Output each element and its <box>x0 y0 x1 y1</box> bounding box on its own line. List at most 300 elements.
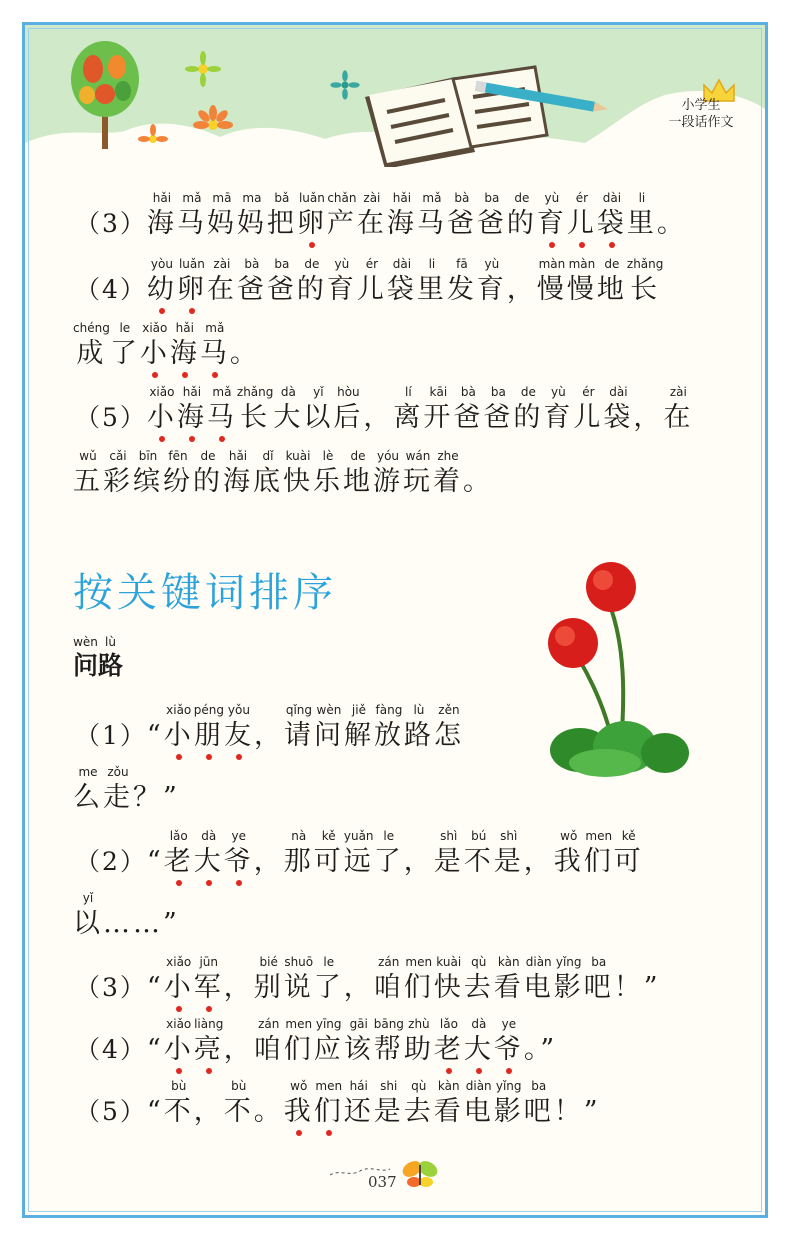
text-char: 以yǐ <box>73 891 103 939</box>
keyword-char: 我wǒ <box>283 1079 314 1127</box>
text-char: 爸ba <box>483 385 514 433</box>
text-char: 解jiě <box>343 703 374 751</box>
pinyin: jiě <box>343 703 374 717</box>
pinyin: ba <box>476 191 507 205</box>
text-char: 不bù <box>163 1079 194 1127</box>
pinyin: hǎi <box>223 449 253 463</box>
pinyin: men <box>583 829 614 843</box>
text-char: ， <box>507 274 537 305</box>
series-line-1: 小学生 <box>681 98 721 113</box>
pinyin <box>614 955 661 972</box>
text-char: 路lù <box>403 703 434 751</box>
pinyin: lí <box>393 385 424 399</box>
text-char: “ <box>147 972 164 1003</box>
keyword-char: 马mǎ <box>199 321 230 369</box>
text-char: 玩wán <box>403 449 433 497</box>
pinyin: kuài <box>433 955 464 969</box>
pinyin: yù <box>326 257 357 271</box>
pinyin <box>224 1017 254 1034</box>
text-char: 应yīng <box>313 1017 344 1065</box>
text-char: ……” <box>103 908 180 939</box>
text-char: 在zài <box>206 257 237 305</box>
text-char: 电diàn <box>523 955 554 1003</box>
text-char: 影yǐng <box>493 1079 524 1127</box>
keyword-char: 军jūn <box>193 955 224 1003</box>
text-char: 么me <box>73 765 103 813</box>
pinyin: mǎ <box>416 191 447 205</box>
page-footer <box>330 1153 450 1199</box>
pinyin: hǎi <box>386 191 417 205</box>
pinyin: yù <box>543 385 574 399</box>
text-char: “ <box>147 1096 164 1127</box>
keyword-char: 朋péng <box>193 703 224 751</box>
pinyin <box>147 1079 164 1096</box>
pinyin: kàn <box>493 955 524 969</box>
pinyin: zài <box>206 257 237 271</box>
item-number: （5） <box>75 1097 147 1126</box>
text-char: 长zhǎng <box>626 257 664 305</box>
pinyin <box>133 765 180 782</box>
pinyin: ba <box>583 955 614 969</box>
pinyin: bǎ <box>266 191 297 205</box>
pinyin: zán <box>253 1017 284 1031</box>
text-char: 是shì <box>493 829 524 877</box>
text-char: 可kě <box>613 829 644 877</box>
text-char: 爸ba <box>476 191 507 239</box>
pinyin: bà <box>453 385 484 399</box>
text-char: 爸ba <box>266 257 297 305</box>
text-char: 可kě <box>313 829 344 877</box>
pinyin: fā <box>446 257 477 271</box>
page-number: 037 <box>368 1173 397 1191</box>
pinyin: lù <box>98 635 124 649</box>
text-char: ？” <box>133 782 180 813</box>
pinyin: le <box>109 321 140 335</box>
keyword-char: 们men <box>313 1079 344 1127</box>
pinyin: shì <box>433 829 464 843</box>
part2-line <box>73 891 180 940</box>
pinyin: ma <box>236 191 267 205</box>
pinyin: xiǎo <box>163 955 194 969</box>
keyword-char: 卵luǎn <box>176 257 207 305</box>
text-char: 走zǒu <box>103 765 133 813</box>
text-char: 。 <box>657 208 687 239</box>
pinyin <box>147 955 164 972</box>
pinyin: yù <box>476 257 507 271</box>
pinyin <box>147 703 164 720</box>
text-char: 了le <box>109 321 140 369</box>
keyword-char: 海hǎi <box>169 321 200 369</box>
pinyin: yīng <box>313 1017 344 1031</box>
item-number: （3） <box>75 973 147 1002</box>
pinyin: hòu <box>333 385 364 399</box>
pinyin: zhǎng <box>236 385 274 399</box>
pinyin: hǎi <box>169 321 200 335</box>
pinyin: lǎo <box>163 829 194 843</box>
text-char: 地de <box>343 449 373 497</box>
text-char: 去qù <box>463 955 494 1003</box>
pinyin: ér <box>356 257 387 271</box>
text-char: 吧ba <box>523 1079 554 1127</box>
pinyin <box>524 1017 557 1034</box>
text-char: 我wǒ <box>553 829 584 877</box>
text-char: 海hǎi <box>146 191 177 239</box>
pinyin: dǐ <box>253 449 283 463</box>
flower-decoration <box>133 47 253 147</box>
text-char: 把bǎ <box>266 191 297 239</box>
text-char: 产chǎn <box>326 191 357 239</box>
text-char: 缤bīn <box>133 449 163 497</box>
text-char: 快kuài <box>433 955 464 1003</box>
pinyin: liàng <box>193 1017 224 1031</box>
text-char: 的de <box>193 449 223 497</box>
pinyin: ba <box>523 1079 554 1093</box>
pinyin: kě <box>313 829 344 843</box>
pinyin: yǐ <box>303 385 334 399</box>
keyword-char: 老lǎo <box>163 829 194 877</box>
pinyin: lè <box>313 449 343 463</box>
pinyin <box>254 829 284 846</box>
pinyin <box>507 257 537 274</box>
pinyin: péng <box>193 703 224 717</box>
text-char: ， <box>344 972 374 1003</box>
pinyin: ye <box>223 829 254 843</box>
pinyin: men <box>403 955 434 969</box>
text-char: 远yuǎn <box>343 829 374 877</box>
pinyin: bà <box>446 191 477 205</box>
text-char: 马mǎ <box>416 191 447 239</box>
pinyin: qǐng <box>283 703 314 717</box>
text-char: 那nà <box>283 829 314 877</box>
text-char: 在zài <box>356 191 387 239</box>
pinyin: bà <box>236 257 267 271</box>
pinyin: chǎn <box>326 191 357 205</box>
keyword-char: 友yǒu <box>223 703 254 751</box>
text-char: 马mǎ <box>176 191 207 239</box>
pinyin <box>463 449 493 466</box>
text-char: 们men <box>283 1017 314 1065</box>
text-char: 慢màn <box>536 257 567 305</box>
pinyin: xiǎo <box>146 385 177 399</box>
text-char: 放fàng <box>373 703 404 751</box>
pinyin: zài <box>356 191 387 205</box>
text-char: 游yóu <box>373 449 403 497</box>
text-char: 地de <box>596 257 627 305</box>
keyword-char: 大dà <box>193 829 224 877</box>
pinyin: bù <box>223 1079 254 1093</box>
text-char: ， <box>194 1096 224 1127</box>
text-char: 爸bà <box>446 191 477 239</box>
pinyin: li <box>626 191 657 205</box>
pinyin <box>363 385 393 402</box>
keyword-char: 小xiǎo <box>163 955 194 1003</box>
pinyin: dài <box>603 385 634 399</box>
keyword-char: 小xiǎo <box>163 1017 194 1065</box>
pinyin <box>524 829 554 846</box>
text-char: “ <box>147 1034 164 1065</box>
text-char: 离lí <box>393 385 424 433</box>
pinyin: xiǎo <box>139 321 170 335</box>
pinyin <box>103 891 180 908</box>
keyword-char: 爷ye <box>223 829 254 877</box>
pinyin: ér <box>566 191 597 205</box>
pinyin: qù <box>403 1079 434 1093</box>
pinyin: bié <box>253 955 284 969</box>
pinyin: dà <box>193 829 224 843</box>
text-char: 。 <box>230 338 260 369</box>
text-char: 电diàn <box>463 1079 494 1127</box>
pinyin: lǎo <box>433 1017 464 1031</box>
text-char: 海hǎi <box>223 449 253 497</box>
text-char: 五wǔ <box>73 449 103 497</box>
pinyin: bāng <box>373 1017 404 1031</box>
pinyin: yǐng <box>553 955 584 969</box>
pinyin: dà <box>273 385 304 399</box>
text-char: 的de <box>296 257 327 305</box>
pinyin: gāi <box>343 1017 374 1031</box>
pinyin: yǐng <box>493 1079 524 1093</box>
pinyin: xiǎo <box>163 1017 194 1031</box>
pinyin: zài <box>663 385 694 399</box>
plant-illustration <box>525 535 695 785</box>
text-char: 后hòu <box>333 385 364 433</box>
text-char: 乐lè <box>313 449 343 497</box>
text-char: 爸bà <box>236 257 267 305</box>
text-char: 在zài <box>663 385 694 433</box>
pinyin: zǒu <box>103 765 133 779</box>
text-char: 路lù <box>98 635 124 680</box>
text-char: 快kuài <box>283 449 313 497</box>
pinyin: de <box>506 191 537 205</box>
keyword-char: 卵luǎn <box>296 191 327 239</box>
pinyin <box>657 191 687 208</box>
pinyin: hǎi <box>146 191 177 205</box>
text-char: 吧ba <box>583 955 614 1003</box>
text-char: 以yǐ <box>303 385 334 433</box>
text-char: 袋dài <box>603 385 634 433</box>
part1-line <box>73 321 260 370</box>
text-char: 彩cǎi <box>103 449 133 497</box>
pinyin: mǎ <box>176 191 207 205</box>
pinyin: màn <box>536 257 567 271</box>
pinyin: zhe <box>433 449 463 463</box>
part2-line <box>75 703 464 752</box>
keyword-char: 儿ér <box>566 191 597 239</box>
pinyin: kuài <box>283 449 313 463</box>
text-char: ！” <box>554 1096 601 1127</box>
text-char: ， <box>224 972 254 1003</box>
keyword-char: 袋dài <box>596 191 627 239</box>
pinyin: de <box>513 385 544 399</box>
pinyin: de <box>343 449 373 463</box>
pinyin: xiǎo <box>163 703 194 717</box>
pinyin: hǎi <box>176 385 207 399</box>
text-char: ， <box>254 846 284 877</box>
pinyin: dài <box>596 191 627 205</box>
text-char: 里li <box>416 257 447 305</box>
pinyin: wǒ <box>553 829 584 843</box>
section-heading: 按关键词排序 <box>73 570 337 616</box>
keyword-char: 爷ye <box>493 1017 524 1065</box>
pinyin: yòu <box>146 257 177 271</box>
text-char: 们men <box>583 829 614 877</box>
text-char: 发fā <box>446 257 477 305</box>
pinyin: fēn <box>163 449 193 463</box>
part1-line <box>75 385 693 434</box>
text-char: 助zhù <box>403 1017 434 1065</box>
pinyin: bīn <box>133 449 163 463</box>
pinyin: zěn <box>433 703 464 717</box>
pinyin: ye <box>493 1017 524 1031</box>
text-char: 的de <box>506 191 537 239</box>
text-char: 纷fēn <box>163 449 193 497</box>
text-char: ， <box>633 402 663 433</box>
pinyin: chéng <box>73 321 110 335</box>
pinyin: yǒu <box>223 703 254 717</box>
part2-line <box>75 829 644 878</box>
pinyin: le <box>373 829 404 843</box>
part1-line <box>75 257 663 306</box>
text-char: 儿ér <box>573 385 604 433</box>
text-char: 不bù <box>223 1079 254 1127</box>
text-char: 了le <box>373 829 404 877</box>
text-char: 问wèn <box>73 635 99 680</box>
pinyin: dà <box>463 1017 494 1031</box>
text-char: 说shuō <box>283 955 314 1003</box>
text-char: ， <box>524 846 554 877</box>
keyword-char: 亮liàng <box>193 1017 224 1065</box>
pinyin: le <box>313 955 344 969</box>
pinyin: de <box>193 449 223 463</box>
pinyin: kě <box>613 829 644 843</box>
pinyin: shì <box>493 829 524 843</box>
text-char: 还hái <box>343 1079 374 1127</box>
text-char: 爸bà <box>453 385 484 433</box>
pinyin: bù <box>163 1079 194 1093</box>
pinyin: jūn <box>193 955 224 969</box>
item-number: （2） <box>75 847 147 876</box>
text-char: 问wèn <box>313 703 344 751</box>
pinyin: wèn <box>73 635 98 649</box>
pinyin: kāi <box>423 385 454 399</box>
item-number: （4） <box>75 1035 147 1064</box>
pinyin: wán <box>403 449 433 463</box>
text-char: 慢màn <box>566 257 597 305</box>
text-char: 着zhe <box>433 449 463 497</box>
pinyin <box>230 321 260 338</box>
text-char: ， <box>363 402 393 433</box>
pinyin: men <box>313 1079 344 1093</box>
text-char: ， <box>224 1034 254 1065</box>
text-char: 是shì <box>433 829 464 877</box>
text-char: 。 <box>463 466 493 497</box>
pinyin: mā <box>206 191 237 205</box>
pinyin: cǎi <box>103 449 133 463</box>
keyword-char: 海hǎi <box>176 385 207 433</box>
pinyin: diàn <box>523 955 554 969</box>
pinyin: shuō <box>283 955 314 969</box>
pinyin: wǒ <box>283 1079 314 1093</box>
text-char: 请qǐng <box>283 703 314 751</box>
pinyin <box>254 1079 284 1096</box>
text-char: 的de <box>513 385 544 433</box>
series-badge <box>651 97 751 131</box>
keyword-char: 马mǎ <box>206 385 237 433</box>
pinyin: zán <box>373 955 404 969</box>
pinyin: mǎ <box>206 385 237 399</box>
part2-line <box>73 765 180 814</box>
text-char: 海hǎi <box>386 191 417 239</box>
text-char: 大dà <box>273 385 304 433</box>
page-frame <box>22 22 768 1218</box>
book-illustration <box>325 57 625 167</box>
keyword-char: 小xiǎo <box>139 321 170 369</box>
part2-line <box>75 1017 557 1066</box>
text-char: 帮bāng <box>373 1017 404 1065</box>
pinyin: luǎn <box>296 191 327 205</box>
pinyin: yuǎn <box>343 829 374 843</box>
pinyin: de <box>596 257 627 271</box>
pinyin <box>404 829 434 846</box>
text-char: 们men <box>403 955 434 1003</box>
text-char: 成chéng <box>73 321 110 369</box>
text-char: 里li <box>626 191 657 239</box>
pinyin: kàn <box>433 1079 464 1093</box>
pinyin: shi <box>373 1079 404 1093</box>
text-char: 袋dài <box>386 257 417 305</box>
pinyin <box>344 955 374 972</box>
pinyin: bú <box>463 829 494 843</box>
pinyin: mǎ <box>199 321 230 335</box>
text-char: 去qù <box>403 1079 434 1127</box>
text-char: 。 <box>254 1096 284 1127</box>
pinyin: nà <box>283 829 314 843</box>
keyword-char: 大dà <box>463 1017 494 1065</box>
pinyin: zhǎng <box>626 257 664 271</box>
pinyin: dài <box>386 257 417 271</box>
pinyin: wǔ <box>73 449 103 463</box>
text-char: 育yù <box>326 257 357 305</box>
pinyin: de <box>296 257 327 271</box>
pinyin: ba <box>266 257 297 271</box>
pinyin <box>254 703 284 720</box>
keyword-char: 老lǎo <box>433 1017 464 1065</box>
pinyin: hái <box>343 1079 374 1093</box>
text-char: 怎zěn <box>433 703 464 751</box>
text-char: “ <box>147 846 164 877</box>
text-char: 咱zán <box>253 1017 284 1065</box>
text-char: 是shi <box>373 1079 404 1127</box>
text-char: 妈ma <box>236 191 267 239</box>
pinyin: ba <box>483 385 514 399</box>
pinyin: qù <box>463 955 494 969</box>
pinyin <box>224 955 254 972</box>
text-char: 长zhǎng <box>236 385 274 433</box>
text-char: 育yù <box>476 257 507 305</box>
subtitle <box>73 635 123 682</box>
item-number: （4） <box>75 275 147 304</box>
text-char: ！” <box>614 972 661 1003</box>
text-char: 别bié <box>253 955 284 1003</box>
text-char: ， <box>254 720 284 751</box>
pinyin: luǎn <box>176 257 207 271</box>
text-char: 了le <box>313 955 344 1003</box>
pinyin <box>633 385 663 402</box>
pinyin: zhù <box>403 1017 434 1031</box>
text-char: 儿ér <box>356 257 387 305</box>
pinyin: lù <box>403 703 434 717</box>
pinyin: màn <box>566 257 597 271</box>
